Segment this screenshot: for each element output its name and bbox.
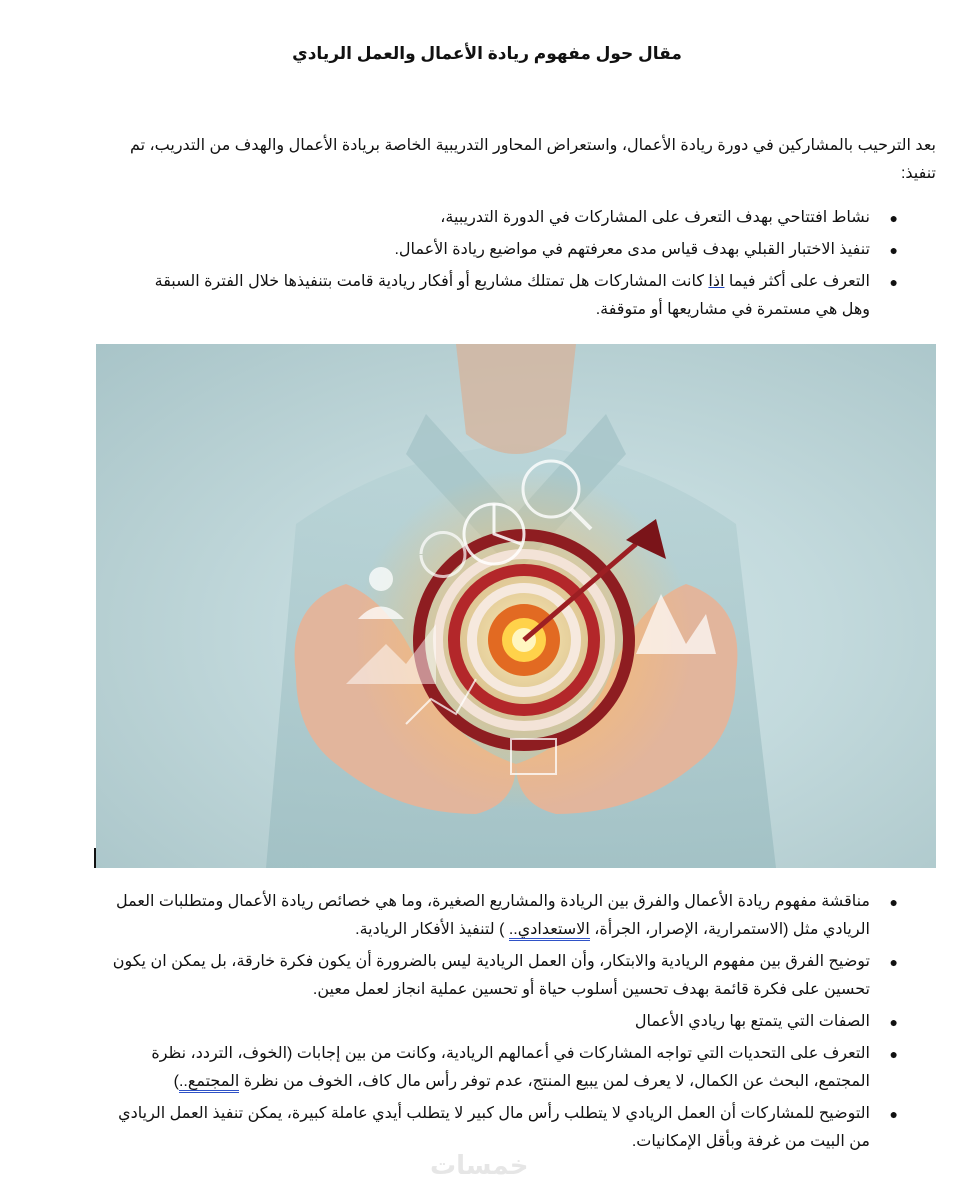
bullet-icon: ● bbox=[889, 274, 898, 290]
photo-illustration bbox=[96, 344, 936, 868]
document-title: مقال حول مفهوم ريادة الأعمال والعمل الريادي bbox=[292, 44, 682, 63]
grammar-marked-word[interactable]: الاستعدادي.. bbox=[509, 921, 590, 941]
bullet-icon: ● bbox=[889, 954, 898, 970]
list-item-text-start: التعرف على أكثر فيما bbox=[724, 273, 870, 290]
list-item bbox=[136, 268, 898, 324]
bullet-icon: ● bbox=[889, 1014, 898, 1030]
list-item-text-end: ) لتنفيذ الأفكار الريادية. bbox=[355, 921, 509, 938]
list-item-text: الصفات التي يتمتع بها ريادي الأعمال bbox=[634, 1013, 870, 1030]
target-hands-photo bbox=[96, 344, 936, 868]
list-item-text: توضيح الفرق بين مفهوم الريادية والابتكار، وأن العمل الريادية ليس بالضرورة أن يكون فكرة خارقة، بل يمكن ان يكون تحسين على فكرة قائمة بهدف تحسين أسلوب حياة أو تحسين عملية انجاز لعمل معين. bbox=[112, 953, 870, 998]
list-item bbox=[95, 948, 898, 1004]
list-item-text-end: كانت المشاركات هل تمتلك مشاريع أو أفكار ريادية قامت بتنفيذها خلال الفترة السبقة وهل هي مستمرة في مشاريعها أو متوقفة. bbox=[154, 273, 870, 318]
bullet-icon: ● bbox=[889, 1106, 898, 1122]
list-item-text-start: مناقشة مفهوم ريادة الأعمال والفرق بين الريادة والمشاريع الصغيرة، وما هي خصائص ريادة الأعمال ومتطلبات العمل الريادي مثل (الاستمرارية، الإصرار، الجرأة، bbox=[116, 893, 870, 938]
list-item bbox=[95, 1100, 898, 1156]
bullet-list-top bbox=[136, 204, 898, 328]
list-item-text: نشاط افتتاحي بهدف التعرف على المشاركات في الدورة التدريبية، bbox=[440, 209, 870, 226]
bullet-list-bottom bbox=[95, 888, 898, 1160]
list-item-text-end: ) bbox=[173, 1073, 179, 1090]
list-item bbox=[95, 1040, 898, 1096]
bullet-icon: ● bbox=[889, 1046, 898, 1062]
list-item bbox=[95, 1008, 898, 1036]
list-item bbox=[136, 236, 898, 264]
spellcheck-word-link[interactable]: اذا bbox=[708, 273, 725, 290]
grammar-marked-word[interactable]: المجتمع.. bbox=[179, 1073, 239, 1093]
bullet-icon: ● bbox=[889, 894, 898, 910]
list-item bbox=[136, 204, 898, 232]
bullet-icon: ● bbox=[889, 210, 898, 226]
text-cursor bbox=[94, 848, 96, 868]
list-item-text-start: التعرف على التحديات التي تواجه المشاركات في أعمالهم الريادية، وكانت من بين إجابات (الخوف، التردد، نظرة المجتمع، البحث عن الكمال، لا يعرف لمن يبيع المنتج، عدم توفر رأس مال كاف، الخوف من نظرة bbox=[151, 1045, 870, 1090]
intro-paragraph: بعد الترحيب بالمشاركين في دورة ريادة الأعمال، واستعراض المحاور التدريبية الخاصة بريادة الأعمال والهدف من التدريب، تم تنفيذ: bbox=[129, 137, 936, 182]
list-item bbox=[95, 888, 898, 944]
bullet-icon: ● bbox=[889, 242, 898, 258]
watermark: خمسات bbox=[430, 1150, 529, 1180]
list-item-text: تنفيذ الاختبار القبلي بهدف قياس مدى معرفتهم في مواضيع ريادة الأعمال. bbox=[394, 241, 870, 258]
list-item-text: التوضيح للمشاركات أن العمل الريادي لا يتطلب رأس مال كبير لا يتطلب أيدي عاملة كبيرة، يمكن تنفيذ العمل الريادي من البيت من غرفة وبأقل الإمكانيات. bbox=[118, 1105, 870, 1150]
